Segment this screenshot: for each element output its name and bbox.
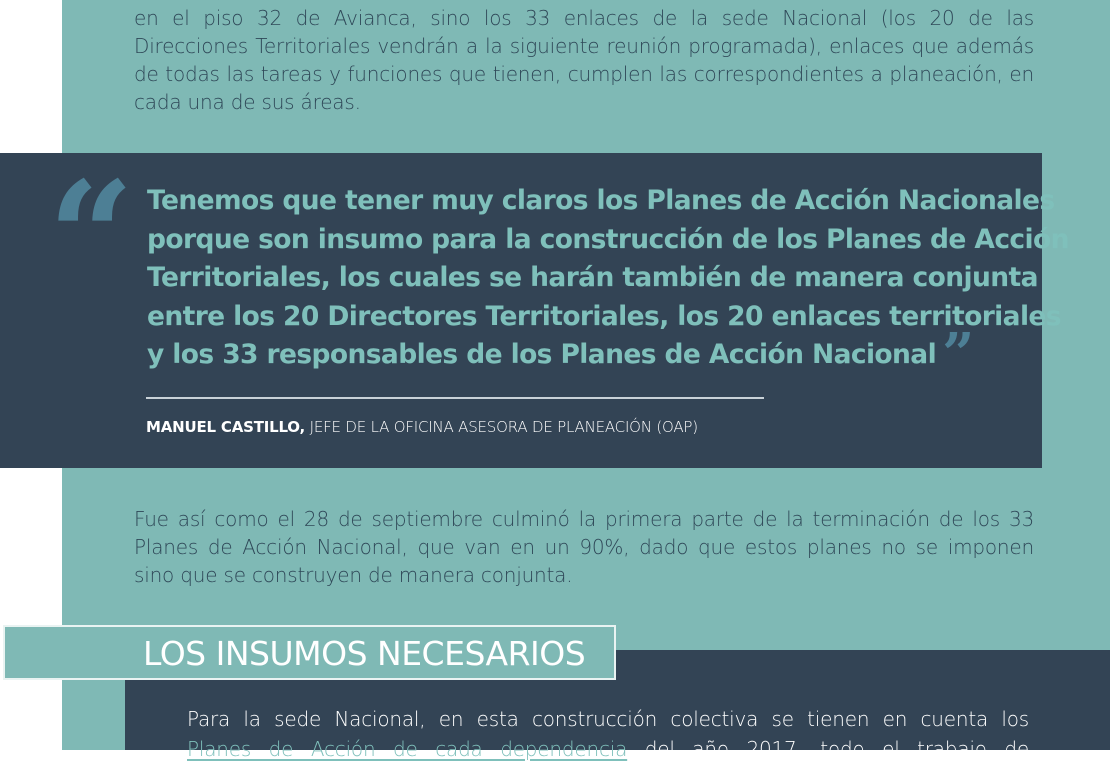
quote-line: Tenemos que tener muy claros los Planes de Acción Nacionales bbox=[147, 185, 1055, 216]
quote-line: Territoriales, los cuales se harán también de manera conjunta bbox=[147, 262, 1038, 293]
intro-line: cada una de sus áreas. bbox=[134, 90, 361, 114]
section-line-rest: del año 2017, todo el trabajo de bbox=[627, 737, 1029, 761]
section-line bbox=[187, 734, 1029, 764]
close-quote-icon: ” bbox=[942, 321, 974, 387]
quote-line: entre los 20 Directores Territoriales, los 20 enlaces territoriales bbox=[147, 300, 1061, 332]
quote-author-name: MANUEL CASTILLO, bbox=[146, 418, 306, 436]
quote-divider bbox=[146, 397, 764, 399]
section-title: LOS INSUMOS NECESARIOS bbox=[143, 634, 586, 673]
dependency-plans-link[interactable]: Planes de Acción de cada dependencia bbox=[187, 737, 628, 761]
body-paragraph bbox=[134, 505, 1034, 589]
intro-paragraph bbox=[134, 4, 1034, 116]
intro-line: en el piso 32 de Avianca, sino los 33 enlaces de la sede Nacional (los 20 de las bbox=[134, 6, 1034, 30]
quote-author-role: JEFE DE LA OFICINA ASESORA DE PLANEACIÓN (OAP) bbox=[309, 418, 698, 436]
section-header-banner bbox=[3, 625, 616, 680]
quote-line: y los 33 responsables de los Planes de Acción Nacional bbox=[147, 339, 937, 370]
section-paragraph bbox=[187, 704, 1029, 764]
quote-line: porque son insumo para la construcción de los Planes de Acción bbox=[147, 223, 1069, 255]
section-line: Para la sede Nacional, en esta construcción colectiva se tienen en cuenta los bbox=[187, 707, 1029, 731]
body-line: Fue así como el 28 de septiembre culminó la primera parte de la terminación de los 33 bbox=[134, 507, 1034, 531]
quote-attribution bbox=[146, 417, 698, 437]
quote-line-last bbox=[147, 321, 1027, 387]
intro-line: Direcciones Territoriales vendrán a la siguiente reunión programada), enlaces que además bbox=[134, 34, 1034, 58]
body-line: Planes de Acción Nacional, que van en un 90%, dado que estos planes no se imponen bbox=[134, 535, 1034, 559]
body-line: sino que se construyen de manera conjunta. bbox=[134, 563, 573, 587]
pull-quote-text bbox=[147, 182, 1069, 387]
open-quote-icon: “ bbox=[48, 149, 135, 325]
intro-line: de todas las tareas y funciones que tienen, cumplen las correspondientes a planeación, en bbox=[134, 62, 1034, 86]
